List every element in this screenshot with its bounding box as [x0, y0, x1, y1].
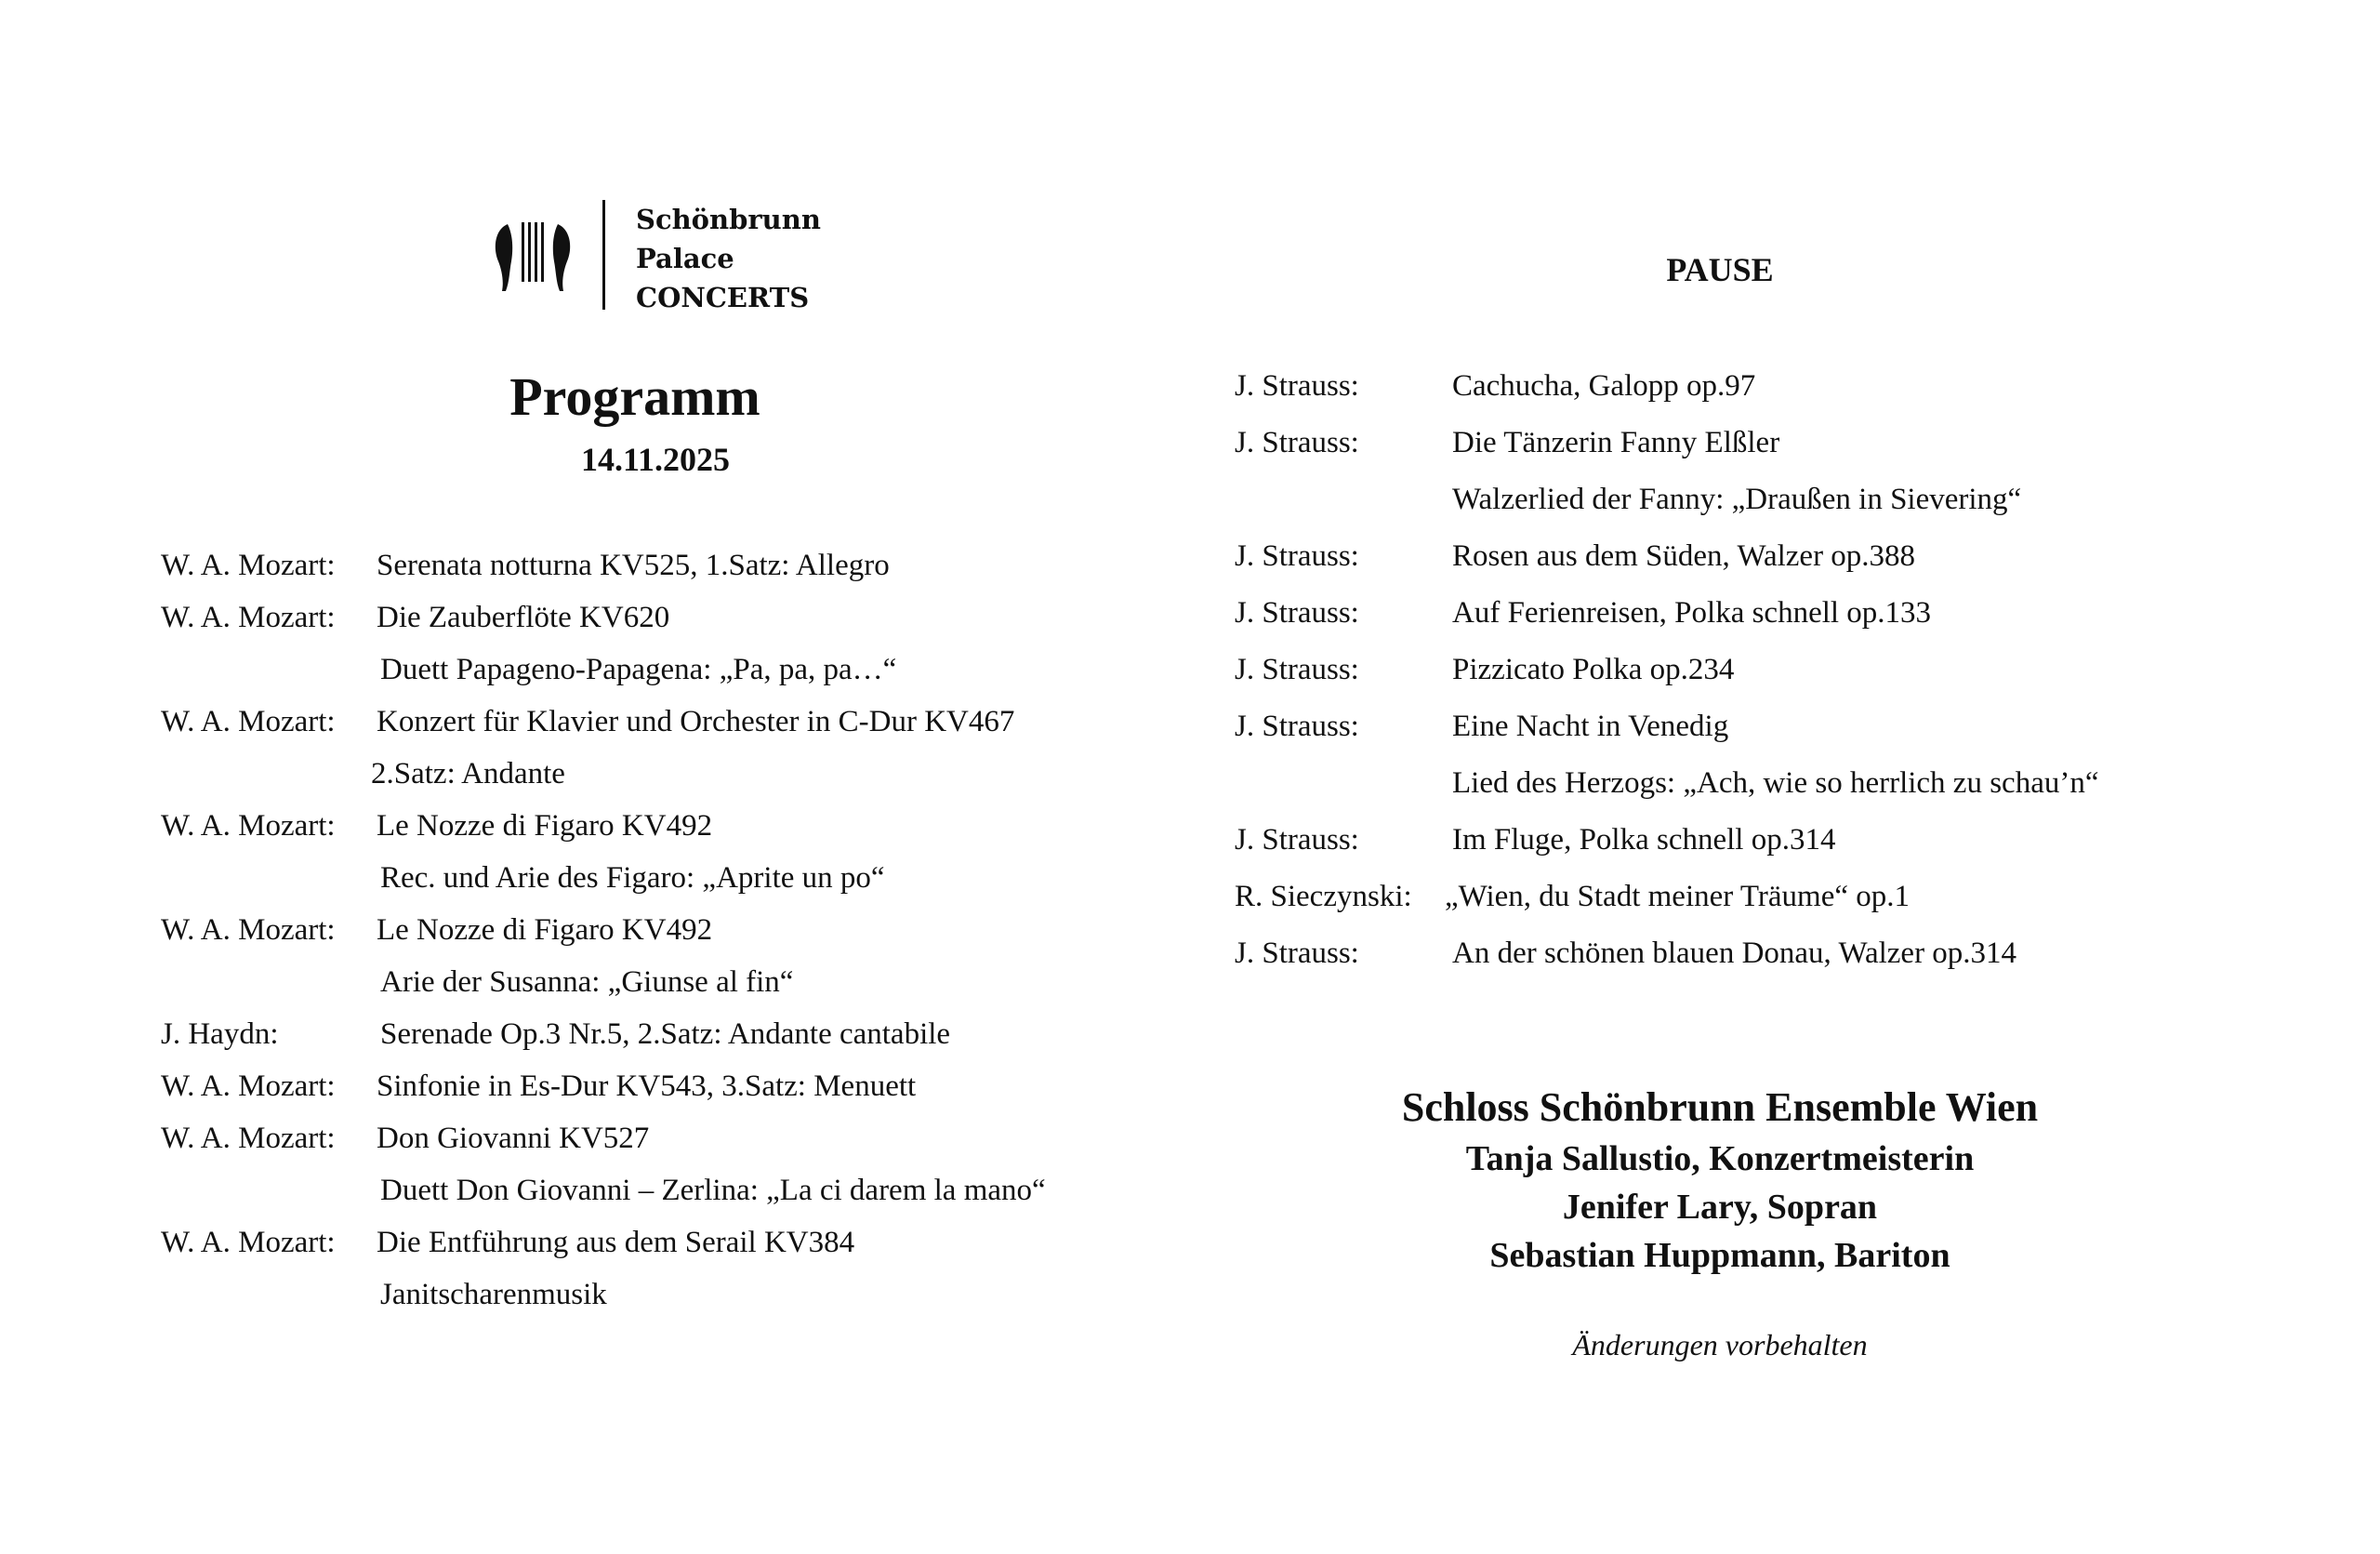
work-subtitle: Walzerlied der Fanny: „Draußen in Sievering“ [1452, 483, 2022, 516]
program-item [161, 904, 1183, 956]
logo-divider [602, 200, 605, 310]
program-item [1235, 642, 2257, 698]
program-item [1235, 869, 2257, 925]
ensemble-name: Schloss Schönbrunn Ensemble Wien [1401, 1084, 2039, 1130]
composer: J. Haydn: [161, 1017, 279, 1051]
program-item [161, 591, 1183, 644]
work-title: Die Tänzerin Fanny Elßler [1452, 426, 1780, 459]
work-subtitle: Arie der Susanna: „Giunse al fin“ [380, 965, 794, 999]
composer: J. Strauss: [1235, 653, 1359, 686]
palace-concerts-logo [491, 200, 844, 312]
composer: J. Strauss: [1235, 596, 1359, 630]
page-title: Programm [509, 366, 760, 427]
work-subtitle: Lied des Herzogs: „Ach, wie so herrlich zu schau’n“ [1452, 766, 2099, 800]
work-title: Pizzicato Polka op.234 [1452, 653, 1735, 686]
program-part-2 [1235, 358, 2257, 982]
program-part-1 [161, 539, 1183, 1321]
work-title: Im Fluge, Polka schnell op.314 [1452, 823, 1836, 857]
composer: J. Strauss: [1235, 369, 1359, 403]
work-title: An der schönen blauen Donau, Walzer op.314 [1452, 936, 2017, 970]
composer: W. A. Mozart: [161, 809, 336, 843]
work-title: Le Nozze di Figaro KV492 [377, 809, 713, 843]
composer: W. A. Mozart: [161, 1069, 336, 1103]
program-item [161, 644, 1183, 696]
composer: W. A. Mozart: [161, 1122, 336, 1155]
composer: J. Strauss: [1235, 936, 1359, 970]
work-title: Le Nozze di Figaro KV492 [377, 913, 713, 947]
performer-line: Sebastian Huppmann, Bariton [1489, 1236, 1950, 1275]
program-item [161, 1216, 1183, 1268]
work-title: „Wien, du Stadt meiner Träume“ op.1 [1445, 880, 1910, 913]
work-title: Sinfonie in Es-Dur KV543, 3.Satz: Menuett [377, 1069, 917, 1103]
program-item [161, 1008, 1183, 1060]
composer: W. A. Mozart: [161, 1226, 336, 1259]
changes-reserved-note: Änderungen vorbehalten [1572, 1328, 1868, 1361]
composer: R. Sieczynski: [1235, 880, 1412, 913]
work-title: Konzert für Klavier und Orchester in C-Dur KV467 [377, 705, 1015, 738]
work-title: Serenata notturna KV525, 1.Satz: Allegro [377, 549, 890, 582]
program-item [1235, 755, 2257, 812]
logo-line-2: Palace [636, 243, 734, 274]
program-item [161, 1164, 1183, 1216]
program-item [161, 1060, 1183, 1112]
program-item [1235, 812, 2257, 869]
work-subtitle: Duett Papageno-Papagena: „Pa, pa, pa…“ [380, 653, 897, 686]
program-item [161, 748, 1183, 800]
ensemble-credits [1348, 1081, 2092, 1280]
program-item [161, 1112, 1183, 1164]
program-item [1235, 585, 2257, 642]
logo-line-3: CONCERTS [636, 282, 810, 313]
violin-sound-holes-strings-icon [491, 220, 575, 295]
work-title: Eine Nacht in Venedig [1452, 710, 1729, 743]
composer: W. A. Mozart: [161, 601, 336, 634]
composer: J. Strauss: [1235, 823, 1359, 857]
composer: W. A. Mozart: [161, 549, 336, 582]
performer-line: Jenifer Lary, Sopran [1562, 1188, 1878, 1227]
work-title: Serenade Op.3 Nr.5, 2.Satz: Andante cantabile [380, 1017, 951, 1051]
program-item [1235, 925, 2257, 982]
program-item [161, 1268, 1183, 1321]
work-subtitle: Rec. und Arie des Figaro: „Aprite un po“ [380, 861, 885, 895]
composer: J. Strauss: [1235, 710, 1359, 743]
work-title: Rosen aus dem Süden, Walzer op.388 [1452, 539, 1916, 573]
program-item [1235, 358, 2257, 415]
work-subtitle: 2.Satz: Andante [371, 757, 565, 790]
program-item [161, 800, 1183, 852]
composer: J. Strauss: [1235, 539, 1359, 573]
program-item [161, 956, 1183, 1008]
work-title: Cachucha, Galopp op.97 [1452, 369, 1756, 403]
program-item [1235, 415, 2257, 472]
performer-line: Tanja Sallustio, Konzertmeisterin [1465, 1139, 1975, 1178]
composer: J. Strauss: [1235, 426, 1359, 459]
pause-heading: PAUSE [1666, 251, 1774, 288]
work-title: Die Zauberflöte KV620 [377, 601, 670, 634]
work-title: Auf Ferienreisen, Polka schnell op.133 [1452, 596, 1932, 630]
logo-wordmark [636, 200, 821, 317]
work-title: Don Giovanni KV527 [377, 1122, 650, 1155]
program-item [1235, 528, 2257, 585]
logo-line-1: Schönbrunn [636, 204, 821, 235]
program-item [161, 539, 1183, 591]
work-subtitle: Duett Don Giovanni – Zerlina: „La ci darem la mano“ [380, 1174, 1046, 1207]
program-item [161, 696, 1183, 748]
work-title: Die Entführung aus dem Serail KV384 [377, 1226, 855, 1259]
work-subtitle: Janitscharenmusik [380, 1278, 607, 1311]
composer: W. A. Mozart: [161, 705, 336, 738]
program-item [1235, 472, 2257, 528]
concert-date: 14.11.2025 [580, 441, 730, 478]
program-item [161, 852, 1183, 904]
composer: W. A. Mozart: [161, 913, 336, 947]
program-item [1235, 698, 2257, 755]
